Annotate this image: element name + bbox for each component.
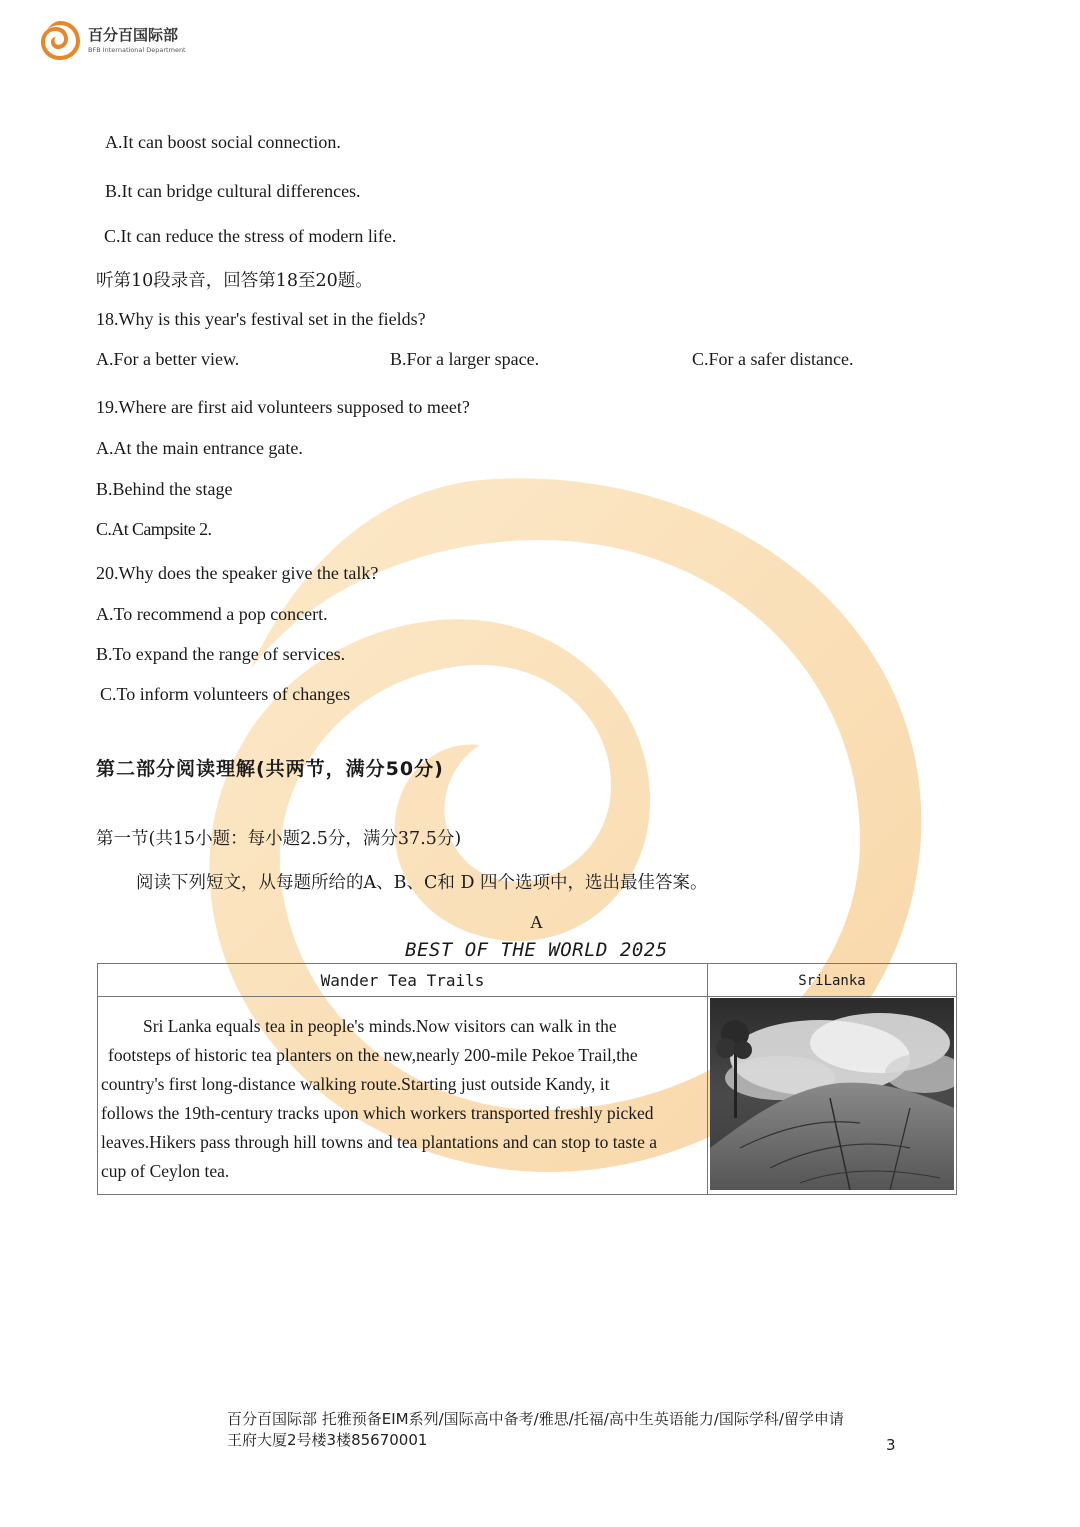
- q20-option-a: A.To recommend a pop concert.: [96, 604, 328, 624]
- q17-option-a: A.It can boost social connection.: [105, 132, 341, 152]
- q19-option-b: B.Behind the stage: [96, 479, 233, 499]
- passage-letter: A: [530, 912, 543, 932]
- table-column-divider: [707, 964, 708, 1194]
- passage-line: footsteps of historic tea planters on the new,nearly 200-mile Pekoe Trail,the: [108, 1045, 638, 1065]
- part2-instruction: 阅读下列短文，从每题所给的A、B、C和 D 四个选项中，选出最佳答案。: [136, 873, 708, 893]
- passage-line: leaves.Hikers pass through hill towns and tea plantations and can stop to taste a: [101, 1132, 657, 1152]
- passage-body: [101, 1012, 701, 1186]
- part2-heading: 第二部分阅读理解(共两节，满分50分): [96, 758, 444, 780]
- passage-table: [97, 963, 957, 1195]
- logo-english-name: BFB International Department: [88, 46, 186, 54]
- section10-instruction: 听第10段录音，回答第18至20题。: [96, 271, 373, 291]
- passage-title: BEST OF THE WORLD 2025: [405, 939, 668, 961]
- part2-section1-label: 第一节(共15小题：每小题2.5分，满分37.5分): [96, 829, 462, 849]
- q19-option-c: C.At Campsite 2.: [96, 519, 212, 539]
- tea-hill-photo: [710, 998, 954, 1190]
- page-number: 3: [886, 1436, 896, 1454]
- passage-line: cup of Ceylon tea.: [101, 1161, 230, 1181]
- table-header-divider: [98, 996, 956, 997]
- table-header-country: SriLanka: [798, 973, 866, 989]
- q20-option-b: B.To expand the range of services.: [96, 644, 346, 664]
- q20-question: 20.Why does the speaker give the talk?: [96, 563, 379, 583]
- footer-services: 百分百国际部 托雅预备EIM系列/国际高中备考/雅思/托福/高中生英语能力/国际学科/留学申请: [227, 1410, 844, 1428]
- brand-swirl-icon: [38, 18, 82, 62]
- table-header-title: Wander Tea Trails: [320, 971, 485, 990]
- q19-question: 19.Where are first aid volunteers supposed to meet?: [96, 397, 470, 417]
- q18-option-a: A.For a better view.: [96, 349, 240, 369]
- q19-option-a: A.At the main entrance gate.: [96, 438, 303, 458]
- header-logo: [38, 18, 198, 64]
- passage-line: follows the 19th-century tracks upon which workers transported freshly picked: [101, 1103, 654, 1123]
- q18-question: 18.Why is this year's festival set in the fields?: [96, 309, 426, 329]
- passage-line: country's first long-distance walking route.Starting just outside Kandy, it: [101, 1074, 610, 1094]
- q18-option-b: B.For a larger space.: [390, 349, 540, 369]
- q20-option-c: C.To inform volunteers of changes: [100, 684, 351, 704]
- footer-address: 王府大厦2号楼3楼85670001: [227, 1431, 428, 1449]
- logo-chinese-name: 百分百国际部: [88, 26, 179, 44]
- passage-line: Sri Lanka equals tea in people's minds.Now visitors can walk in the: [143, 1016, 617, 1036]
- q17-option-b: B.It can bridge cultural differences.: [105, 181, 361, 201]
- q17-option-c: C.It can reduce the stress of modern life.: [104, 226, 397, 246]
- q18-option-c: C.For a safer distance.: [692, 349, 854, 369]
